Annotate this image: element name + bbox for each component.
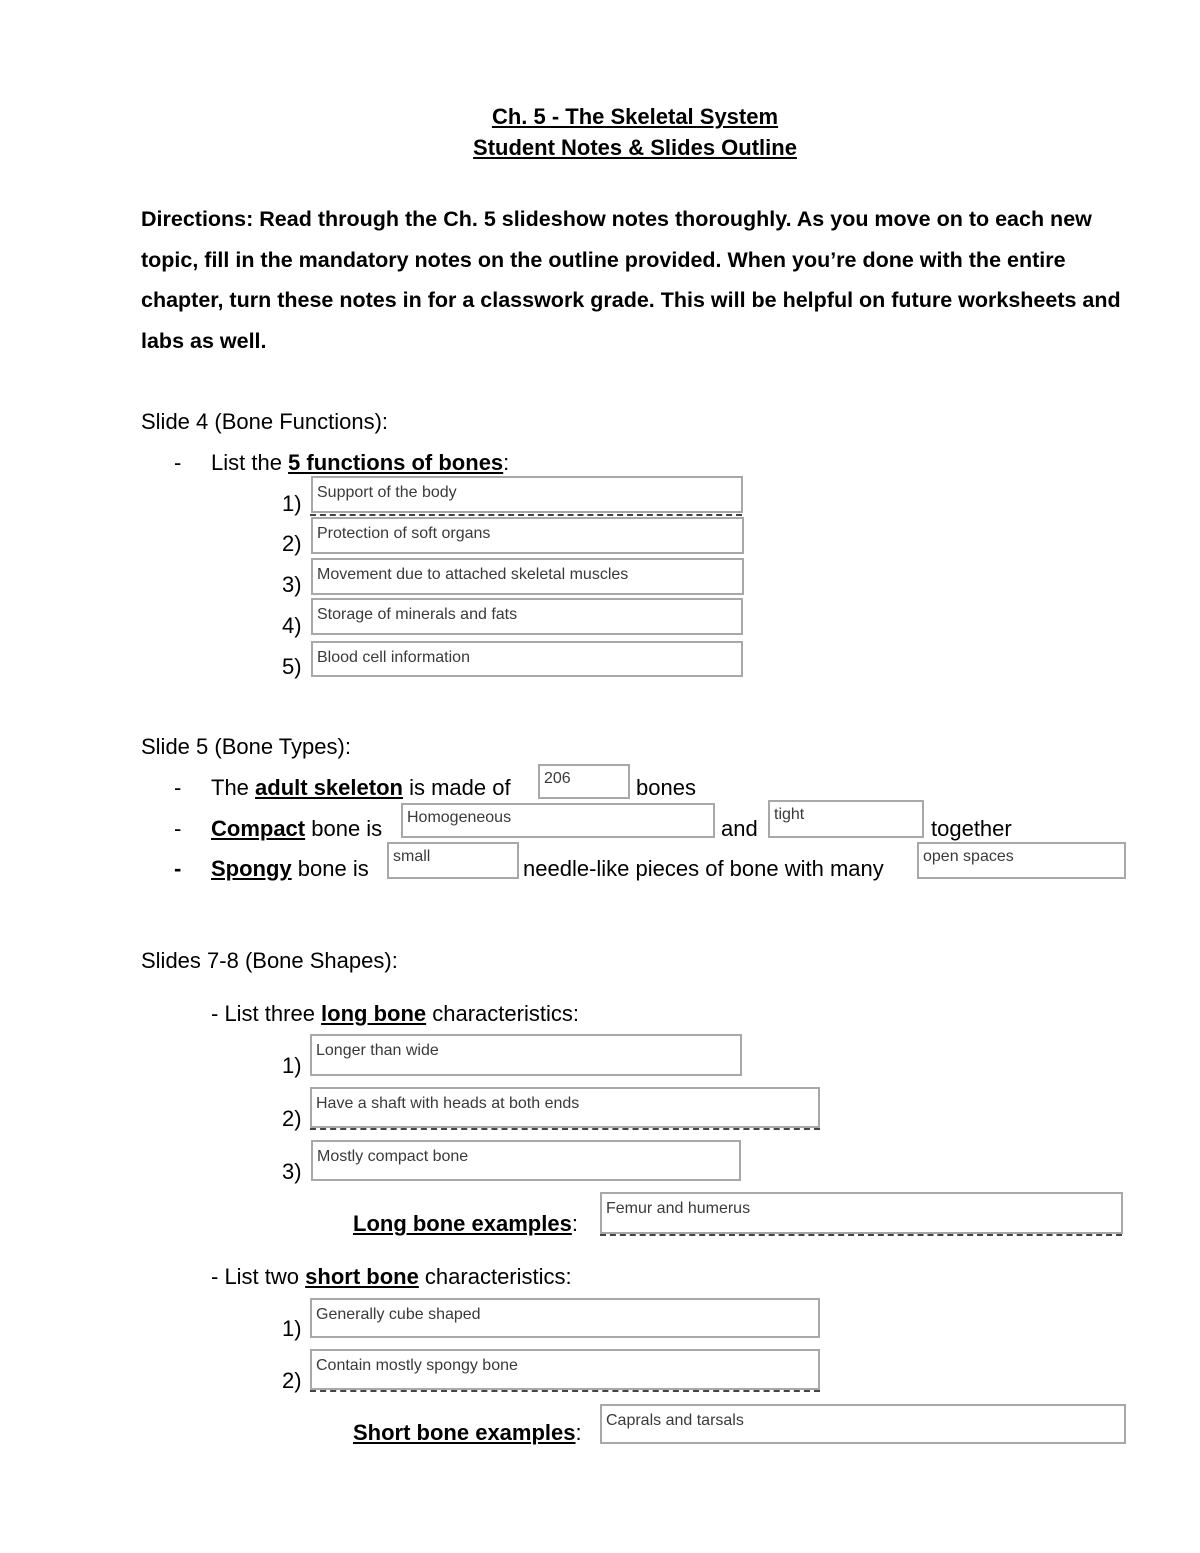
- long-bone-examples-answer[interactable]: Femur and humerus: [600, 1192, 1123, 1234]
- needle-like-text: needle-like pieces of bone with many: [523, 856, 884, 881]
- together-word: together: [931, 816, 1012, 841]
- item-number: 1): [282, 1316, 302, 1341]
- long-bone-examples-label: Long bone examples:: [353, 1211, 578, 1236]
- slide4-dash: -: [174, 450, 182, 475]
- adult-skeleton-sentence: The adult skeleton is made of: [211, 775, 511, 800]
- slides78-heading: Slides 7-8 (Bone Shapes):: [141, 948, 398, 973]
- functions-keyword: 5 functions of bones: [288, 450, 504, 475]
- item-number: 5): [282, 654, 302, 679]
- compact-sentence: Compact bone is: [211, 816, 383, 841]
- item-number: 2): [282, 531, 302, 556]
- spongy-sentence: Spongy bone is: [211, 856, 369, 881]
- bones-word: bones: [636, 775, 696, 800]
- short-bone-keyword: short bone: [305, 1264, 419, 1289]
- compact-answer-1[interactable]: Homogeneous: [401, 803, 715, 838]
- compact-keyword: Compact: [211, 816, 306, 841]
- bone-count-answer[interactable]: 206: [538, 764, 630, 799]
- function-answer-1[interactable]: Support of the body: [311, 476, 743, 513]
- slide4-heading: Slide 4 (Bone Functions):: [141, 409, 389, 434]
- bullet-dash: -: [174, 856, 182, 881]
- long-bone-answer-2[interactable]: Have a shaft with heads at both ends: [310, 1087, 820, 1128]
- compact-answer-2[interactable]: tight: [768, 800, 924, 838]
- item-number: 3): [282, 1159, 302, 1184]
- item-number: 1): [282, 1053, 302, 1078]
- function-answer-2[interactable]: Protection of soft organs: [311, 517, 744, 554]
- function-answer-3[interactable]: Movement due to attached skeletal muscles: [311, 558, 744, 595]
- slide5-heading: Slide 5 (Bone Types):: [141, 734, 351, 759]
- adult-skeleton-keyword: adult skeleton: [255, 775, 403, 800]
- short-bone-answer-2[interactable]: Contain mostly spongy bone: [310, 1349, 820, 1390]
- long-bone-keyword: long bone: [321, 1001, 427, 1026]
- short-bone-answer-1[interactable]: Generally cube shaped: [310, 1298, 820, 1338]
- item-number: 2): [282, 1368, 302, 1393]
- bullet-dash: -: [174, 816, 182, 841]
- page-title: Ch. 5 - The Skeletal System: [491, 104, 779, 129]
- item-number: 3): [282, 572, 302, 597]
- spongy-keyword: Spongy: [211, 856, 292, 881]
- spongy-answer-2[interactable]: open spaces: [917, 842, 1126, 879]
- long-bone-prompt: - List three long bone characteristics:: [211, 1001, 579, 1026]
- bullet-dash: -: [174, 775, 182, 800]
- slide4-prompt: List the 5 functions of bones:: [211, 450, 510, 475]
- function-answer-5[interactable]: Blood cell information: [311, 641, 743, 677]
- long-bone-answer-3[interactable]: Mostly compact bone: [311, 1140, 741, 1181]
- and-word: and: [721, 816, 758, 841]
- short-bone-examples-label: Short bone examples:: [353, 1420, 582, 1445]
- item-number: 1): [282, 491, 302, 516]
- function-answer-4[interactable]: Storage of minerals and fats: [311, 598, 743, 635]
- page-subtitle: Student Notes & Slides Outline: [473, 135, 797, 160]
- item-number: 4): [282, 613, 302, 638]
- long-bone-answer-1[interactable]: Longer than wide: [310, 1034, 742, 1076]
- directions-text: Directions: Read through the Ch. 5 slideshow notes thoroughly. As you move on to each new topic, fill in the mandatory notes on the outline provided. When you’re done with the entire chapter, turn these notes in for a classwork grade. This will be helpful on future worksheets and labs as well.: [141, 207, 1121, 353]
- item-number: 2): [282, 1106, 302, 1131]
- short-bone-examples-answer[interactable]: Caprals and tarsals: [600, 1404, 1126, 1444]
- short-bone-prompt: - List two short bone characteristics:: [211, 1264, 572, 1289]
- spongy-answer-1[interactable]: small: [387, 842, 519, 879]
